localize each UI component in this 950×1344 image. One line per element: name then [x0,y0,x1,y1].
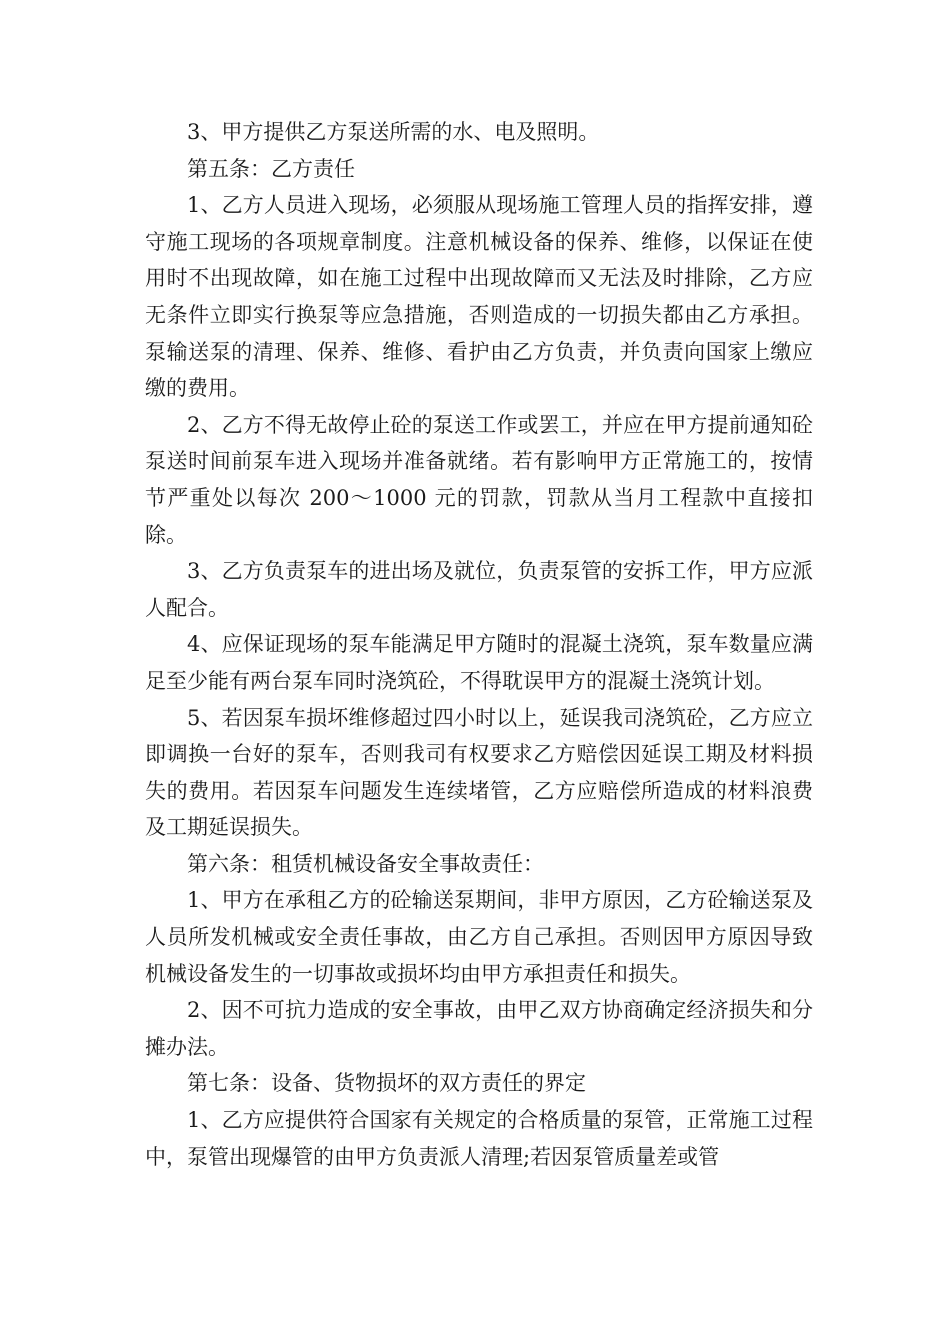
document-body [145,114,813,1175]
article-5-item-4: 4、应保证现场的泵车能满足甲方随时的混凝土浇筑，泵车数量应满足至少能有两台泵车同时浇筑砼，不得耽误甲方的混凝土浇筑计划。 [145,632,813,693]
article-7-item-1: 1、乙方应提供符合国家有关规定的合格质量的泵管，正常施工过程中，泵管出现爆管的由甲方负责派人清理;若因泵管质量差或管 [145,1108,813,1169]
article-6-heading: 第六条：租赁机械设备安全事故责任： [187,851,544,876]
article-5-item-5: 5、若因泵车损坏维修超过四小时以上，延误我司浇筑砼，乙方应立即调换一台好的泵车，否则我司有权要求乙方赔偿因延误工期及材料损失的费用。若因泵车问题发生连续堵管，乙方应赔偿所造成的材料浪费及工期延误损失。 [145,705,813,840]
article-5-item-1: 1、乙方人员进入现场，必须服从现场施工管理人员的指挥安排，遵守施工现场的各项规章制度。注意机械设备的保养、维修，以保证在使用时不出现故障，如在施工过程中出现故障而又无法及时排除，乙方应无条件立即实行换泵等应急措施，否则造成的一切损失都由乙方承担。泵输送泵的清理、保养、维修、看护由乙方负责，并负责向国家上缴应缴的费用。 [145,193,813,401]
clause-item-3-water-power: 3、甲方提供乙方泵送所需的水、电及照明。 [187,120,600,144]
article-5-heading: 第五条：乙方责任 [187,156,355,181]
article-5-item-3: 3、乙方负责泵车的进出场及就位，负责泵管的安拆工作，甲方应派人配合。 [145,559,813,620]
article-5-item-2: 2、乙方不得无故停止砼的泵送工作或罢工，并应在甲方提前通知砼泵送时间前泵车进入现场并准备就绪。若有影响甲方正常施工的，按情节严重处以每次 200～1000 元的罚款，罚款从当月工程款中直接扣除。 [145,412,813,547]
article-7-heading: 第七条：设备、货物损坏的双方责任的界定 [187,1071,586,1096]
article-6-item-2: 2、因不可抗力造成的安全事故，由甲乙双方协商确定经济损失和分摊办法。 [145,998,813,1059]
article-6-item-1: 1、甲方在承租乙方的砼输送泵期间，非甲方原因，乙方砼输送泵及人员所发机械或安全责任事故，由乙方自己承担。否则因甲方原因导致机械设备发生的一切事故或损坏均由甲方承担责任和损失。 [145,888,813,986]
